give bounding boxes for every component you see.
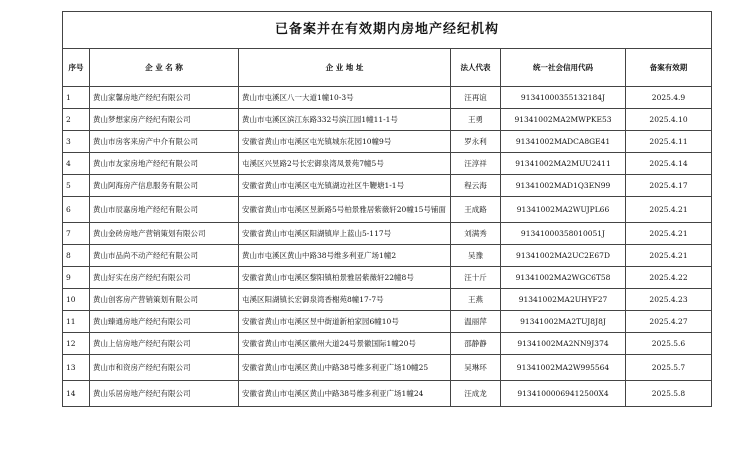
row-num: 4 xyxy=(63,153,90,175)
valid-until: 2025.4.21 xyxy=(626,223,712,245)
company-name: 黄山市辰嘉房地产经纪有限公司 xyxy=(90,197,239,223)
company-address: 安徽省黄山市屯溪区黄山中路38号维多利亚广场1幢24 xyxy=(239,381,451,407)
table-row xyxy=(63,333,712,355)
table-row xyxy=(63,289,712,311)
table-row xyxy=(63,311,712,333)
company-address: 安徽省黄山市屯溪区屯光镇城东花园10幢9号 xyxy=(239,131,451,153)
table-row xyxy=(63,355,712,381)
valid-until: 2025.4.21 xyxy=(626,197,712,223)
legal-representative: 王勇 xyxy=(451,109,501,131)
credit-code: 91341002MADCA8GE41 xyxy=(501,131,626,153)
company-name: 黄山好实在房产经纪有限公司 xyxy=(90,267,239,289)
table-row xyxy=(63,267,712,289)
legal-representative: 汪十斤 xyxy=(451,267,501,289)
company-name: 黄山上信房地产经纪有限公司 xyxy=(90,333,239,355)
table-row xyxy=(63,131,712,153)
valid-until: 2025.4.21 xyxy=(626,245,712,267)
row-num: 3 xyxy=(63,131,90,153)
credit-code: 91341002MAD1Q3EN99 xyxy=(501,175,626,197)
table-title: 已备案并在有效期内房地产经纪机构 xyxy=(63,12,712,49)
legal-representative: 王成路 xyxy=(451,197,501,223)
company-address: 安徽省黄山市屯溪区昱中街道新柏家园6幢10号 xyxy=(239,311,451,333)
row-num: 7 xyxy=(63,223,90,245)
row-num: 5 xyxy=(63,175,90,197)
credit-code: 91341000069412500X4 xyxy=(501,381,626,407)
legal-representative: 吴豫 xyxy=(451,245,501,267)
header-person: 法人代表 xyxy=(451,49,501,87)
valid-until: 2025.5.6 xyxy=(626,333,712,355)
credit-code: 91341002MA2W995564 xyxy=(501,355,626,381)
credit-code: 91341000358010051J xyxy=(501,223,626,245)
legal-representative: 吴琳环 xyxy=(451,355,501,381)
company-name: 黄山家馨房地产经纪有限公司 xyxy=(90,87,239,109)
valid-until: 2025.4.17 xyxy=(626,175,712,197)
row-num: 6 xyxy=(63,197,90,223)
legal-representative: 汪淳祥 xyxy=(451,153,501,175)
row-num: 10 xyxy=(63,289,90,311)
row-num: 13 xyxy=(63,355,90,381)
header-num: 序号 xyxy=(63,49,90,87)
company-name: 黄山梦想家房产经纪有限公司 xyxy=(90,109,239,131)
table-row xyxy=(63,223,712,245)
valid-until: 2025.4.11 xyxy=(626,131,712,153)
credit-code: 91341002MA2UHYF27 xyxy=(501,289,626,311)
credit-code: 91341002MA2NN9J374 xyxy=(501,333,626,355)
valid-until: 2025.4.27 xyxy=(626,311,712,333)
valid-until: 2025.4.23 xyxy=(626,289,712,311)
company-name: 黄山市房客来房产中介有限公司 xyxy=(90,131,239,153)
table-row xyxy=(63,175,712,197)
company-address: 安徽省黄山市屯溪区阳湖镇岸上蓝山5-117号 xyxy=(239,223,451,245)
credit-code: 91341002MA2WUJPL66 xyxy=(501,197,626,223)
company-name: 黄山乐居房地产经纪有限公司 xyxy=(90,381,239,407)
header-name: 企 业 名 称 xyxy=(90,49,239,87)
row-num: 12 xyxy=(63,333,90,355)
company-address: 屯溪区兴昱路2号长宏御泉湾凤景苑7幢5号 xyxy=(239,153,451,175)
legal-representative: 邵静静 xyxy=(451,333,501,355)
legal-representative: 汪成龙 xyxy=(451,381,501,407)
header-date: 备案有效期 xyxy=(626,49,712,87)
company-address: 安徽省黄山市屯溪区屯光镇湖边社区牛鞭塘1-1号 xyxy=(239,175,451,197)
legal-representative: 汪再谊 xyxy=(451,87,501,109)
valid-until: 2025.4.22 xyxy=(626,267,712,289)
table-row xyxy=(63,245,712,267)
header-code: 统一社会信用代码 xyxy=(501,49,626,87)
valid-until: 2025.4.14 xyxy=(626,153,712,175)
valid-until: 2025.4.9 xyxy=(626,87,712,109)
legal-representative: 温丽萍 xyxy=(451,311,501,333)
row-num: 8 xyxy=(63,245,90,267)
company-name: 黄山金砖房地产营销策划有限公司 xyxy=(90,223,239,245)
legal-representative: 程云海 xyxy=(451,175,501,197)
company-address: 安徽省黄山市屯溪区黎阳镇柏景雅居紫薇轩22幢8号 xyxy=(239,267,451,289)
header-address: 企 业 地 址 xyxy=(239,49,451,87)
company-name: 黄山市和资房产经纪有限公司 xyxy=(90,355,239,381)
table-row xyxy=(63,153,712,175)
company-address: 黄山市屯溪区滨江东路332号滨江园1幢11-1号 xyxy=(239,109,451,131)
company-name: 黄山市品尚不动产经纪有限公司 xyxy=(90,245,239,267)
legal-representative: 刘满秀 xyxy=(451,223,501,245)
company-address: 黄山市屯溪区黄山中路38号维多利亚广场1幢2 xyxy=(239,245,451,267)
company-address: 黄山市屯溪区八一大道1幢10-3号 xyxy=(239,87,451,109)
legal-representative: 罗永利 xyxy=(451,131,501,153)
table-row xyxy=(63,87,712,109)
credit-code: 91341002MA2WGC6T58 xyxy=(501,267,626,289)
legal-representative: 王燕 xyxy=(451,289,501,311)
company-name: 黄山阿海房产信息服务有限公司 xyxy=(90,175,239,197)
row-num: 11 xyxy=(63,311,90,333)
company-name: 黄山市友家房地产经纪有限公司 xyxy=(90,153,239,175)
company-address: 安徽省黄山市屯溪区昱新路5号柏景雅居紫薇轩20幢15号铺面 xyxy=(239,197,451,223)
table-row xyxy=(63,197,712,223)
row-num: 1 xyxy=(63,87,90,109)
valid-until: 2025.4.10 xyxy=(626,109,712,131)
company-address: 屯溪区阳湖镇长宏御泉湾香榭苑8幢17-7号 xyxy=(239,289,451,311)
credit-code: 91341002MA2UC2E67D xyxy=(501,245,626,267)
header-row xyxy=(63,49,712,87)
row-num: 14 xyxy=(63,381,90,407)
table-row xyxy=(63,109,712,131)
credit-code: 91341000355132184J xyxy=(501,87,626,109)
credit-code: 91341002MA2MWPKE53 xyxy=(501,109,626,131)
registry-table xyxy=(62,11,712,407)
credit-code: 91341002MA2TUJ8J8J xyxy=(501,311,626,333)
company-name: 黄山创客房产营销策划有限公司 xyxy=(90,289,239,311)
row-num: 2 xyxy=(63,109,90,131)
credit-code: 91341002MA2MUU2411 xyxy=(501,153,626,175)
row-num: 9 xyxy=(63,267,90,289)
table-body xyxy=(63,87,712,407)
valid-until: 2025.5.8 xyxy=(626,381,712,407)
valid-until: 2025.5.7 xyxy=(626,355,712,381)
company-address: 安徽省黄山市屯溪区黄山中路38号维多利亚广场10幢25 xyxy=(239,355,451,381)
company-address: 安徽省黄山市屯溪区徽州大道24号景徽国际1幢20号 xyxy=(239,333,451,355)
company-name: 黄山臻通房地产经纪有限公司 xyxy=(90,311,239,333)
table-row xyxy=(63,381,712,407)
